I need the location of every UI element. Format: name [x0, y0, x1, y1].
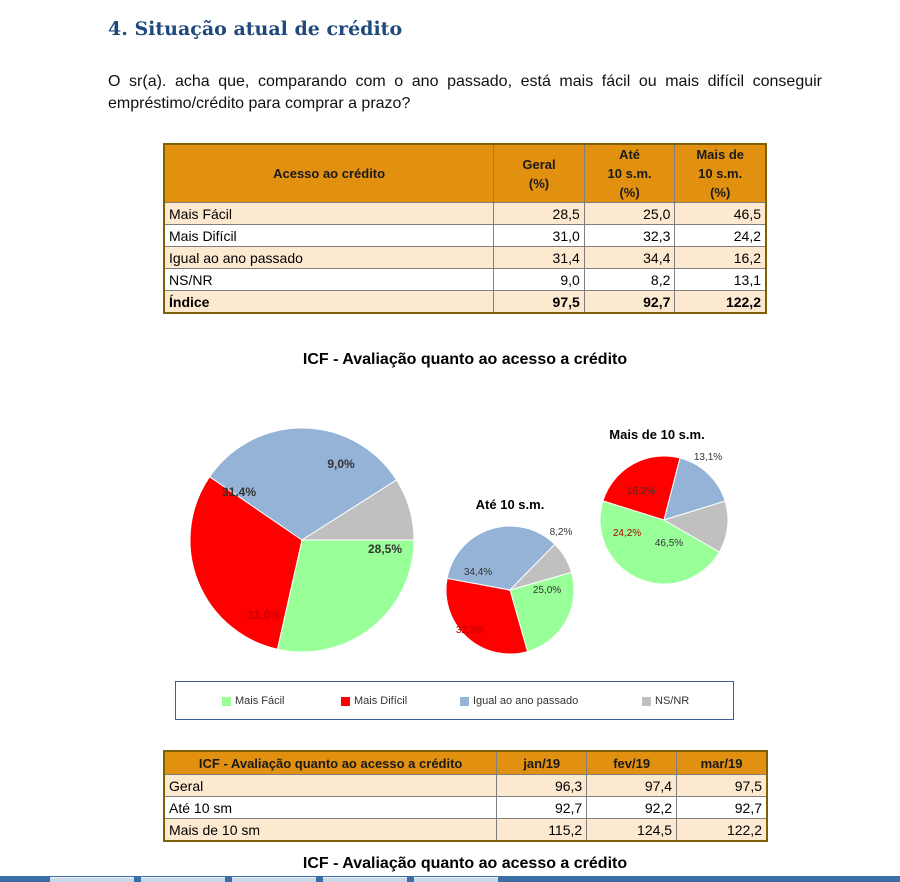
header-mais-line3: (%) [710, 185, 731, 200]
data-label-nsnr: 9,0% [327, 457, 355, 471]
header-ate-line2: 10 s.m. [607, 166, 652, 181]
legend-swatch [642, 697, 651, 706]
data-label-igual: 16,2% [626, 486, 656, 497]
cell-value: 96,3 [497, 775, 587, 797]
taskbar [0, 876, 900, 882]
chart-title: ICF - Avaliação quanto ao acesso a crédito [302, 351, 628, 368]
header-ate-line1: Até [619, 147, 641, 162]
header-ate-line3: (%) [619, 185, 640, 200]
data-label-mais-dificil: 31,0% [246, 608, 282, 622]
table-header-row [164, 751, 767, 775]
icf-monthly-table [163, 750, 768, 842]
row-label: Igual ao ano passado [164, 247, 494, 269]
cell-value: 115,2 [497, 819, 587, 842]
cell-value: 92,7 [677, 797, 767, 819]
table-row [164, 797, 767, 819]
legend-swatch [460, 697, 469, 706]
table-row [164, 775, 767, 797]
cell-geral: 31,4 [494, 247, 585, 269]
row-label: Mais Difícil [164, 225, 494, 247]
cell-mais: 13,1 [675, 269, 766, 291]
cell-value: 92,7 [497, 797, 587, 819]
legend-label: Igual ao ano passado [473, 695, 579, 707]
pie-title: Mais de 10 s.m. [609, 427, 705, 442]
bottom-chart-title: ICF - Avaliação quanto ao acesso a crédito [302, 855, 628, 872]
chart-legend [175, 681, 734, 720]
row-label: Índice [164, 291, 494, 314]
legend-item [642, 695, 689, 707]
data-label-mais-facil: 28,5% [367, 542, 403, 556]
header-month: fev/19 [587, 751, 677, 775]
data-label-nsnr: 8,2% [549, 527, 573, 538]
section-heading: 4. Situação atual de crédito [108, 18, 403, 40]
cell-value: 92,2 [587, 797, 677, 819]
header-month: mar/19 [677, 751, 767, 775]
header-acesso: Acesso ao crédito [164, 144, 494, 203]
cell-geral: 97,5 [494, 291, 585, 314]
header-geral-line2: (%) [528, 175, 550, 191]
legend-label: Mais Fácil [235, 695, 285, 707]
taskbar-button[interactable] [323, 877, 407, 882]
row-label: Mais de 10 sm [164, 819, 497, 842]
header-label: ICF - Avaliação quanto ao acesso a crédito [164, 751, 497, 775]
cell-value: 97,5 [677, 775, 767, 797]
row-label: Geral [164, 775, 497, 797]
cell-ate: 25,0 [584, 203, 675, 225]
data-label-mais-dificil: 32,3% [455, 625, 485, 636]
cell-mais: 122,2 [675, 291, 766, 314]
row-label: Até 10 sm [164, 797, 497, 819]
cell-mais: 24,2 [675, 225, 766, 247]
cell-geral: 28,5 [494, 203, 585, 225]
taskbar-button[interactable] [232, 877, 316, 882]
data-label-nsnr: 13,1% [693, 452, 723, 463]
cell-geral: 9,0 [494, 269, 585, 291]
legend-item [341, 695, 407, 707]
row-label: Mais Fácil [164, 203, 494, 225]
data-label-igual: 31,4% [221, 485, 257, 499]
header-geral-line1: Geral [522, 156, 556, 172]
legend-label: Mais Difícil [354, 695, 408, 707]
legend-swatch [222, 697, 231, 706]
taskbar-button[interactable] [141, 877, 225, 882]
table-row [164, 819, 767, 842]
legend-item [460, 695, 578, 707]
cell-geral: 31,0 [494, 225, 585, 247]
taskbar-button[interactable] [414, 877, 498, 882]
data-label-igual: 34,4% [463, 567, 493, 578]
cell-value: 124,5 [587, 819, 677, 842]
cell-ate: 92,7 [584, 291, 675, 314]
taskbar-button[interactable] [50, 877, 134, 882]
cell-mais: 46,5 [675, 203, 766, 225]
legend-swatch [341, 697, 350, 706]
data-label-mais-dificil: 24,2% [612, 528, 642, 539]
cell-value: 122,2 [677, 819, 767, 842]
legend-item [222, 695, 285, 707]
pie-title: Até 10 s.m. [475, 497, 545, 512]
cell-value: 97,4 [587, 775, 677, 797]
cell-ate: 32,3 [584, 225, 675, 247]
header-mais-line2: 10 s.m. [698, 166, 743, 181]
cell-mais: 16,2 [675, 247, 766, 269]
row-label: NS/NR [164, 269, 494, 291]
data-label-mais-facil: 25,0% [532, 585, 562, 596]
cell-ate: 34,4 [584, 247, 675, 269]
header-month: jan/19 [497, 751, 587, 775]
legend-label: NS/NR [655, 695, 690, 707]
survey-question: O sr(a). acha que, comparando com o ano passado, está mais fácil ou mais difícil conseguir empréstimo/crédito para comprar a prazo? [108, 73, 822, 112]
cell-ate: 8,2 [584, 269, 675, 291]
data-label-mais-facil: 46,5% [654, 538, 684, 549]
header-mais-line1: Mais de [696, 147, 745, 162]
